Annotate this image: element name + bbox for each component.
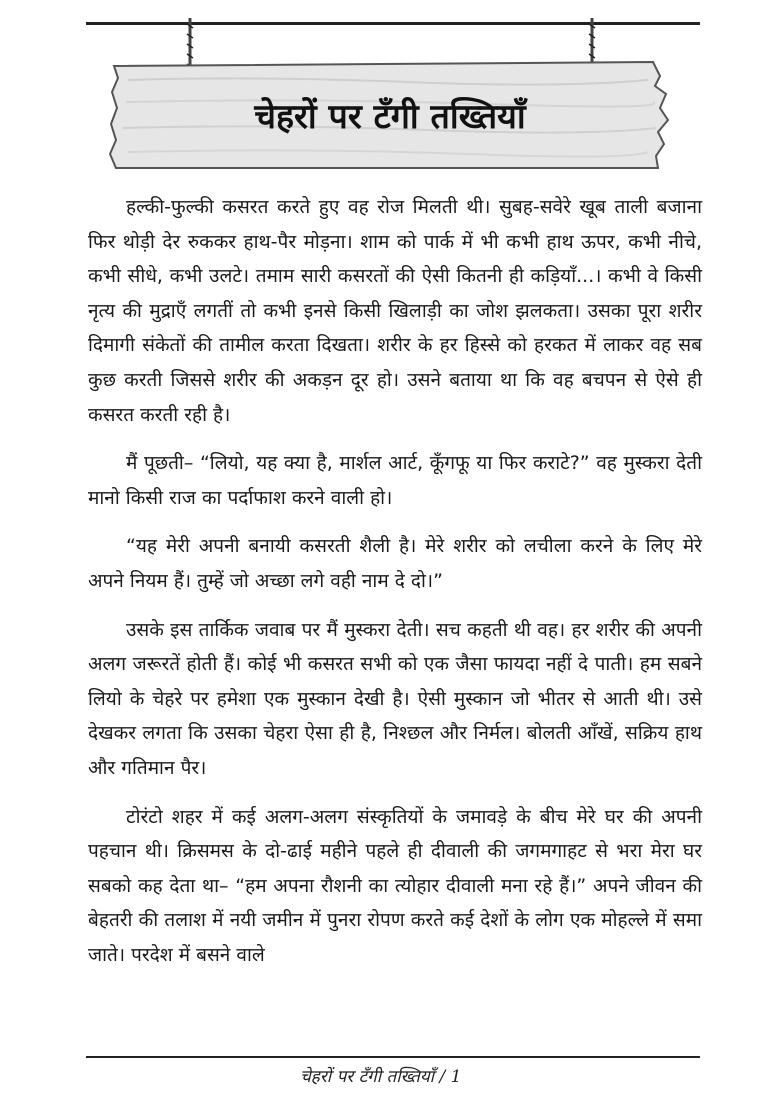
title-signboard [108,58,672,172]
paragraph-5: टोरंटो शहर में कई अलग-अलग संस्कृतियों के जमावड़े के बीच मेरे घर की अपनी पहचान थी। क्रिसमस के दो-ढाई महीने पहले ही दीवाली की जगमगाहट से भरा मेरा घर सबको कह देता था– “हम अपना रौशनी का त्योहार दीवाली मना रहे हैं।” अपने जीवन की बेहतरी की तलाश में नयी जमीन में पुनरा रोपण करते कई देशों के लोग एक मोहल्ले में समा जाते। परदेश में बसने वाले [88,805,702,966]
footer-separator: / [439,1067,446,1087]
page-title: चेहरों पर टँगी तख्तियाँ [254,97,526,137]
page-footer [300,1064,600,1094]
paragraph-1: हल्की-फुल्की कसरत करते हुए वह रोज मिलती थी। सुबह-सवेरे खूब ताली बजाना फिर थोड़ी देर रुककर हाथ-पैर मोड़ना। शाम को पार्क में भी कभी हाथ ऊपर, कभी नीचे, कभी सीधे, कभी उलटे। तमाम सारी कसरतों की ऐसी कितनी ही कड़ियाँ...। कभी वे किसी नृत्य की मुद्राएँ लगतीं तो कभी इनसे किसी खिलाड़ी का जोश झलकता। उसका पूरा शरीर दिमागी संकेतों की तामील करता दिखता। शरीर के हर हिस्से को हरकत में लाकर वह सब कुछ करती जिससे शरीर की अकड़न दूर हो। उसने बताया था कि वह बचपन से ऐसे ही कसरत करती रही है। [88,196,702,426]
running-title: चेहरों पर टँगी तख्तियाँ [300,1067,435,1087]
paragraph-2: मैं पूछती– “लियो, यह क्या है, मार्शल आर्ट, कूँगफू या फिर कराटे?” वह मुस्करा देती मानो किसी राज का पर्दाफाश करने वाली हो। [88,452,702,509]
paragraph-3: “यह मेरी अपनी बनायी कसरती शैली है। मेरे शरीर को लचीला करने के लिए मेरे अपने नियम हैं। तुम्हें जो अच्छा लगे वही नाम दे दो।” [88,535,702,592]
bottom-rule [86,1056,700,1058]
top-rule [86,22,700,25]
body-text [88,190,702,986]
page-number: 1 [450,1067,462,1087]
paragraph-4: उसके इस तार्किक जवाब पर मैं मुस्करा देती। सच कहती थी वह। हर शरीर की अपनी अलग जरूरतें होती हैं। कोई भी कसरत सभी को एक जैसा फायदा नहीं दे पाती। हम सबने लियो के चेहरे पर हमेशा एक मुस्कान देखी है। ऐसी मुस्कान जो भीतर से आती थी। उसे देखकर लगता कि उसका चेहरा ऐसा ही है, निश्छल और निर्मल। बोलती आँखें, सक्रिय हाथ और गतिमान पैर। [88,618,702,779]
